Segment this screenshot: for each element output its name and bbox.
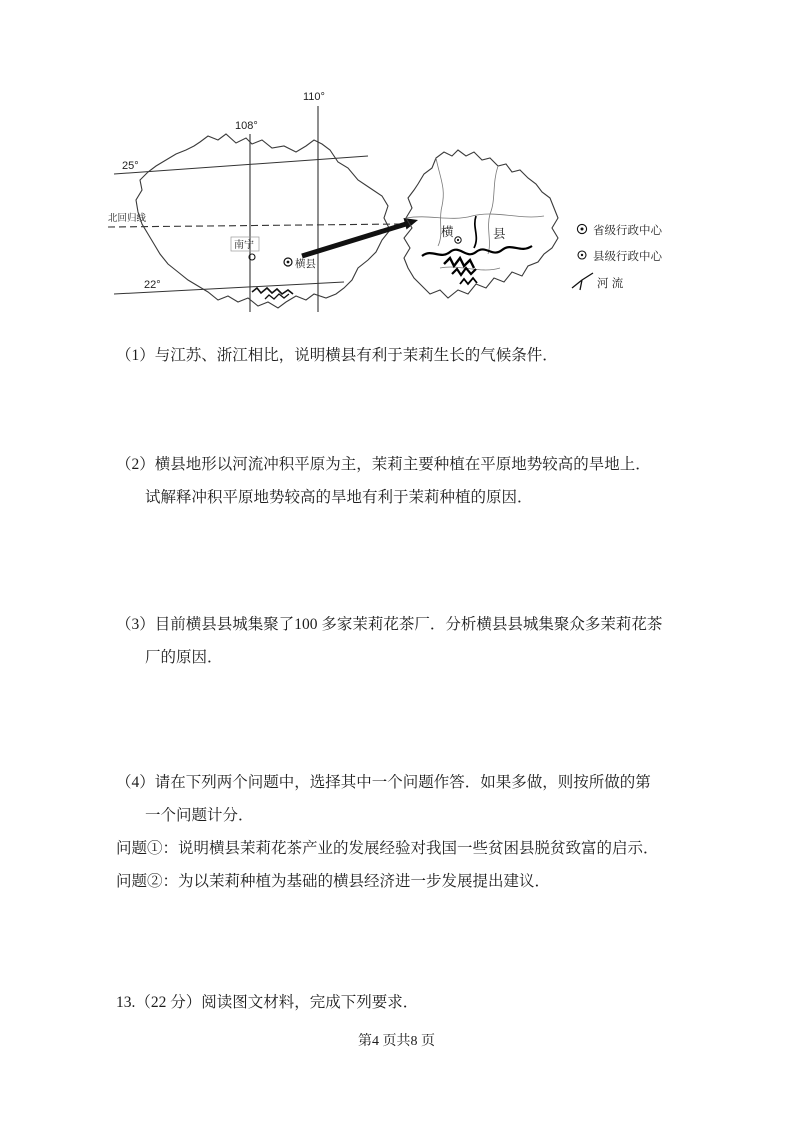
county-river-detail-1 xyxy=(444,258,474,268)
lon-110-label: 110° xyxy=(303,91,325,103)
lon-108-label: 108° xyxy=(235,120,258,132)
legend-county-label: 县级行政中心 xyxy=(593,251,662,263)
question-4-option-1: 问题①：说明横县茉莉花茶产业的发展经验对我国一些贫困县脱贫致富的启示． xyxy=(116,840,659,857)
hengxian-marker-dot xyxy=(287,261,290,264)
county-river-detail-3 xyxy=(460,278,477,284)
county-river-branch xyxy=(474,216,476,248)
hengxian-label: 横县 xyxy=(295,258,316,270)
province-river-detail-2 xyxy=(265,294,289,299)
guangxi-hengxian-map-figure xyxy=(100,88,720,328)
county-center-icon-dot xyxy=(581,254,583,256)
hengxian-county-outline xyxy=(404,150,558,298)
county-name-char-xian: 县 xyxy=(493,227,506,241)
map-legend xyxy=(572,223,662,290)
county-name-char-heng: 横 xyxy=(441,225,454,239)
question-1: （1）与江苏、浙江相比，说明横县有利于茉莉生长的气候条件． xyxy=(116,347,558,364)
lat-25-label: 25° xyxy=(122,160,139,172)
question-13-heading: 13.（22 分）阅读图文材料，完成下列要求． xyxy=(116,994,419,1011)
lat-22-label: 22° xyxy=(144,279,161,291)
page-number-footer: 第4 页共8 页 xyxy=(358,1034,435,1049)
river-icon xyxy=(572,273,593,290)
county-inner-boundary-4 xyxy=(440,267,500,270)
parallel-25-line xyxy=(114,156,368,174)
question-4-option-2: 问题②：为以茉莉种植为基础的横县经济进一步发展提出建议． xyxy=(116,873,551,890)
province-river-detail xyxy=(252,288,293,294)
county-river-main xyxy=(422,246,532,256)
question-2: （2）横县地形以河流冲积平原为主，茉莉主要种植在平原地势较高的旱地上．试解释冲积平原地势较高的旱地有利于茉莉种植的原因． xyxy=(116,456,651,506)
legend-river-label: 河 流 xyxy=(597,278,624,290)
question-3: （3）目前横县县城集聚了100 多家茉莉花茶厂．分析横县县城集聚众多茉莉花茶厂的原因． xyxy=(116,616,663,666)
tropic-label: 北回归线 xyxy=(108,213,147,224)
county-seat-dot xyxy=(457,239,459,241)
provincial-center-icon-dot xyxy=(581,228,584,231)
map-figure-svg xyxy=(100,88,720,328)
question-body xyxy=(116,328,666,1019)
nanning-label: 南宁 xyxy=(234,240,254,251)
guangxi-outline xyxy=(136,134,390,308)
question-4: （4）请在下列两个问题中，选择其中一个问题作答．如果多做，则按所做的第一个问题计分． xyxy=(116,774,651,824)
legend-provincial-label: 省级行政中心 xyxy=(593,225,662,237)
tropic-of-cancer-line xyxy=(108,224,402,227)
zoom-arrow-head xyxy=(404,218,419,230)
